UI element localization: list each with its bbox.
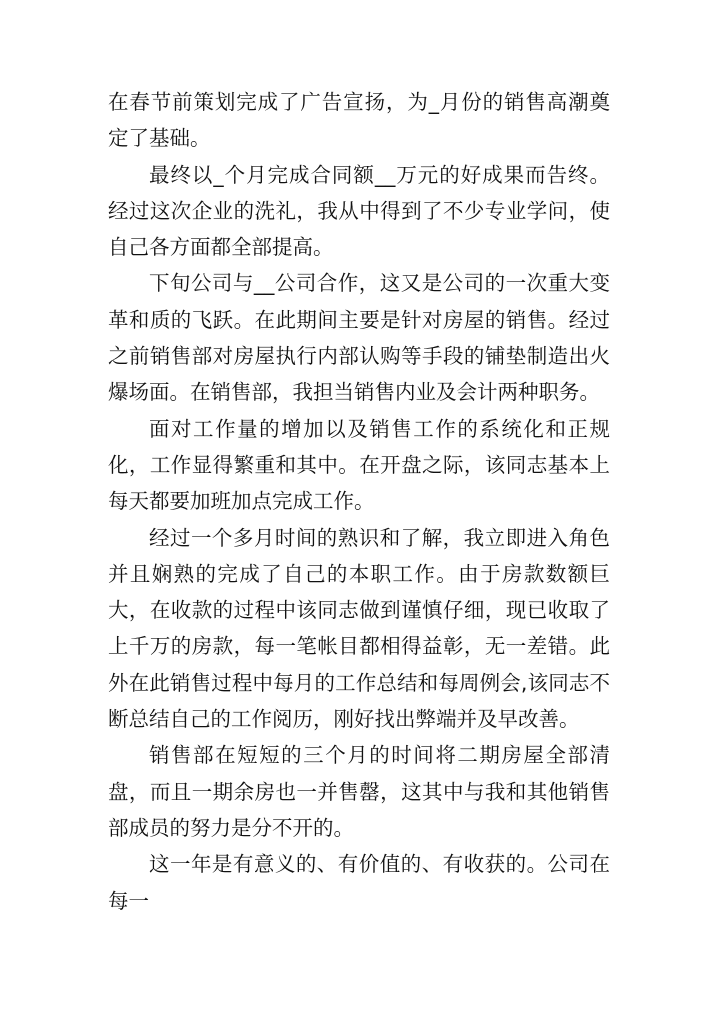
paragraph: 经过一个多月时间的熟识和了解，我立即进入角色并且娴熟的完成了自己的本职工作。由于房款数额巨大，在收款的过程中该同志做到谨慎仔细，现已收取了上千万的房款，每一笔帐目都相得益彰，无一差错。此外在此销售过程中每月的工作总结和每周例会,该同志不断总结自己的工作阅历，刚好找出弊端并及早改善。 — [108, 525, 610, 732]
paragraph: 销售部在短短的三个月的时间将二期房屋全部清盘，而且一期余房也一并售罄，这其中与我和其他销售部成员的努力是分不开的。 — [108, 743, 610, 840]
paragraph-truncated: 这一年是有意义的、有价值的、有收获的。公司在每一 — [108, 852, 610, 913]
paragraph: 最终以_个月完成合同额__万元的好成果而告终。经过这次企业的洗礼，我从中得到了不少专业学问，使自己各方面都全部提高。 — [108, 162, 610, 260]
paragraph-continuation: 在春节前策划完成了广告宣扬，为_月份的销售高潮奠定了基础。 — [108, 90, 610, 151]
paragraph: 面对工作量的增加以及销售工作的系统化和正规化，工作显得繁重和其中。在开盘之际，该同志基本上每天都要加班加点完成工作。 — [108, 416, 610, 514]
paragraph: 下旬公司与__公司合作，这又是公司的一次重大变革和质的飞跃。在此期间主要是针对房屋的销售。经过之前销售部对房屋执行内部认购等手段的铺垫制造出火爆场面。在销售部，我担当销售内业及会计两种职务。 — [108, 271, 610, 405]
document-body — [108, 84, 610, 919]
